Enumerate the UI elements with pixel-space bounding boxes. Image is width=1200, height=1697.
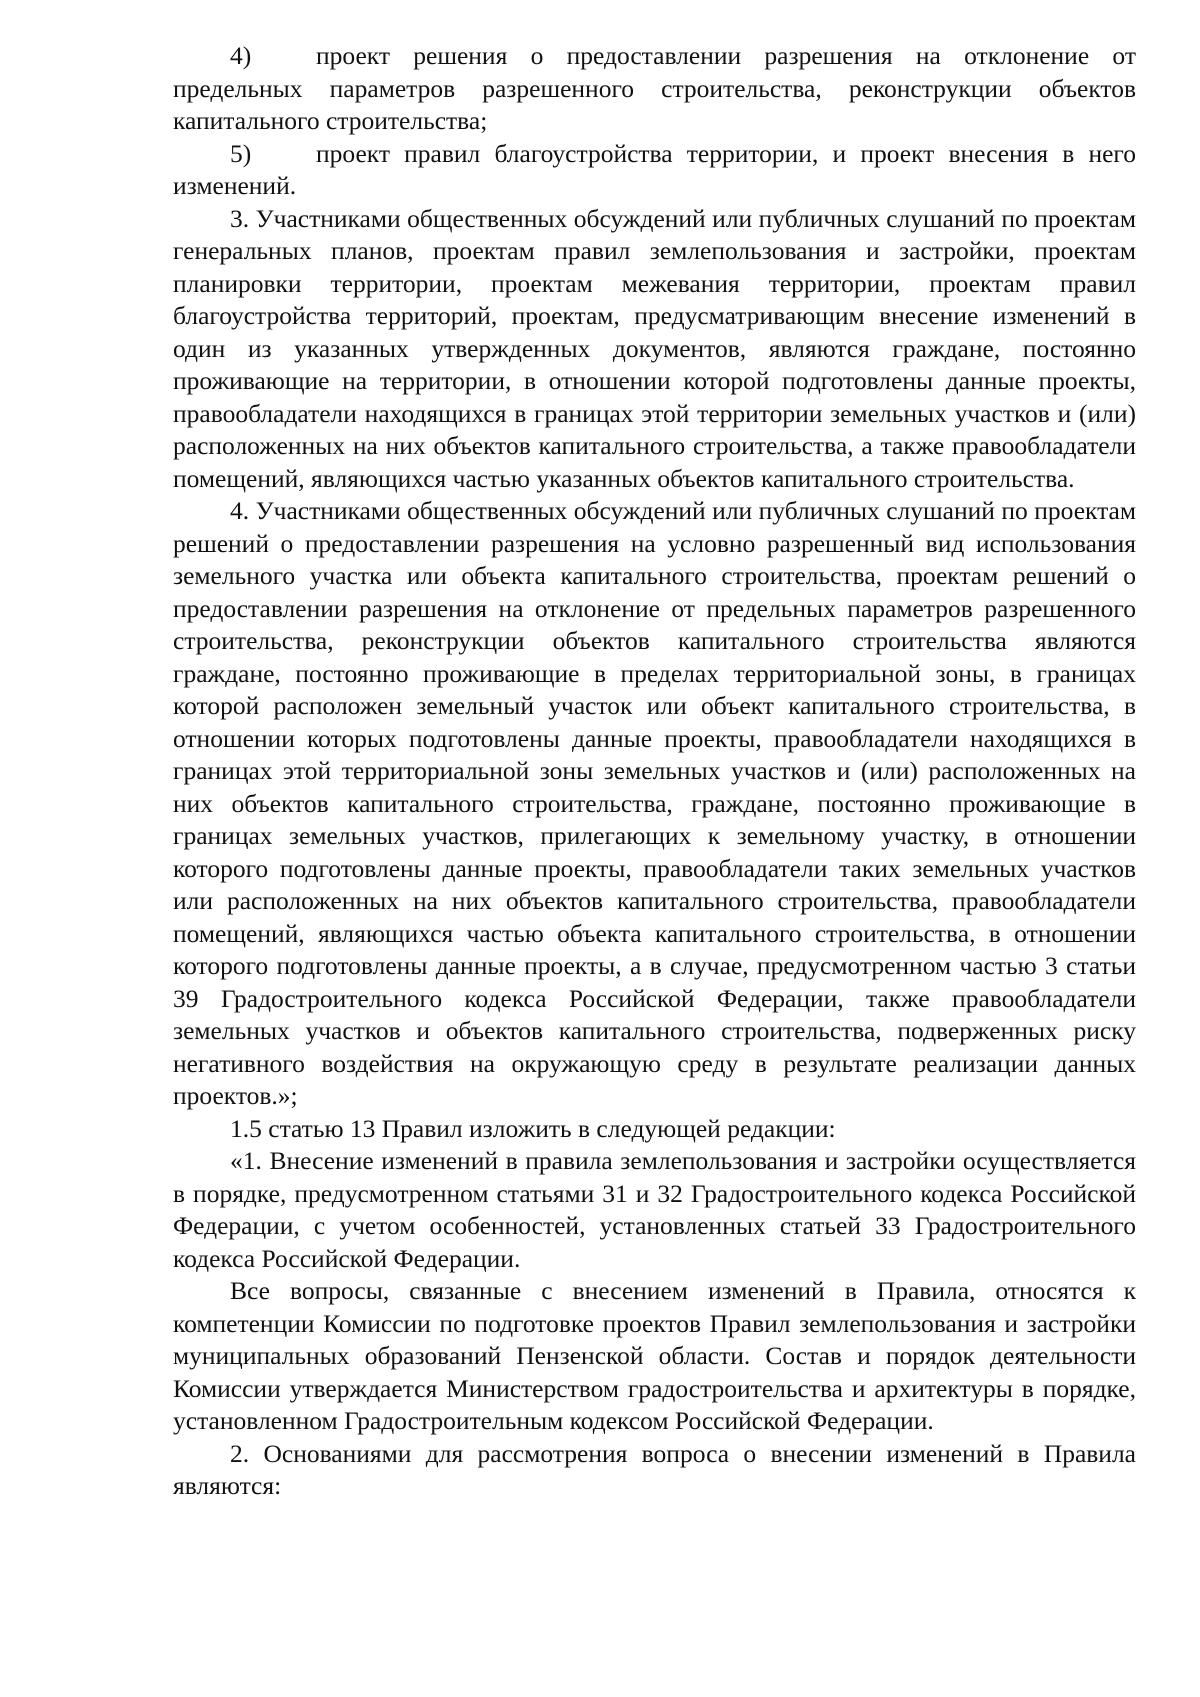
paragraph-clause-4: 4. Участниками общественных обсуждений или публичных слушаний по проектам решений о предоставлении разрешения на условно разрешенный вид использования земельного участка или объекта капитального строительства, проектам решений о предоставлении разрешения на отклонение от предельных параметров разрешенного строительства, реконструкции объектов капитального строительства являются граждане, постоянно проживающие в пределах территориальной зоны, в границах которой расположен земельный участок или объект капитального строительства, в отношении которых подготовлены данные проекты, правообладатели находящихся в границах этой территориальной зоны земельных участков и (или) расположенных на них объектов капитального строительства, граждане, постоянно проживающие в границах земельных участков, прилегающих к земельному участку, в отношении которого подготовлены данные проекты, правообладатели таких земельных участков или расположенных на них объектов капитального строительства, правообладатели помещений, являющихся частью объекта капитального строительства, в отношении которого подготовлены данные проекты, а в случае, предусмотренном частью 3 статьи 39 Градостроительного кодекса Российской Федерации, также правообладатели земельных участков и объектов капитального строительства, подверженных риску негативного воздействия на окружающую среду в результате реализации данных проектов.»; (173, 496, 1136, 1110)
paragraph-article-13-clause-2: 2. Основаниями для рассмотрения вопроса о внесении изменений в Правила являются: (173, 1438, 1136, 1500)
paragraph-clause-3: 3. Участниками общественных обсуждений или публичных слушаний по проектам генеральных планов, проектам правил землепользования и застройки, проектам планировки территории, проектам межевания территории, проектам правил благоустройства территорий, проектам, предусматривающим внесение изменений в один из указанных утвержденных документов, являются граждане, постоянно проживающие на территории, в отношении которой подготовлены данные проекты, правообладатели находящихся в границах этой территории земельных участков и (или) расположенных на них объектов капитального строительства, а также правообладатели помещений, являющихся частью указанных объектов капитального строительства. (173, 203, 1136, 493)
paragraph-amendment-1-5: 1.5 статью 13 Правил изложить в следующей редакции: (230, 1113, 836, 1143)
document-page (173, 40, 1136, 1503)
list-item-number: 4) (230, 41, 252, 70)
list-item-text: проект правил благоустройства территории, и проект внесения в него изменений. (173, 138, 1136, 200)
list-item-text: проект решения о предоставлении разрешения на отклонение от предельных параметров разрешенного строительства, реконструкции объектов капитального строительства; (173, 41, 1136, 135)
list-item-5 (173, 138, 1136, 203)
list-item-4 (173, 40, 1136, 138)
paragraph-article-13-clause-1: «1. Внесение изменений в правила землепользования и застройки осуществляется в порядке, предусмотренном статьями 31 и 32 Градостроительного кодекса Российской Федерации, с учетом особенностей, установленных статьей 33 Градостроительного кодекса Российской Федерации. (173, 1146, 1136, 1273)
list-item-number: 5) (230, 138, 252, 168)
paragraph-commission: Все вопросы, связанные с внесением изменений в Правила, относятся к компетенции Комиссии по подготовке проектов Правил землепользования и застройки муниципальных образований Пензенской области. Состав и порядок деятельности Комиссии утверждается Министерством градостроительства и архитектуры в порядке, установленном Градостроительным кодексом Российской Федерации. (173, 1276, 1136, 1435)
